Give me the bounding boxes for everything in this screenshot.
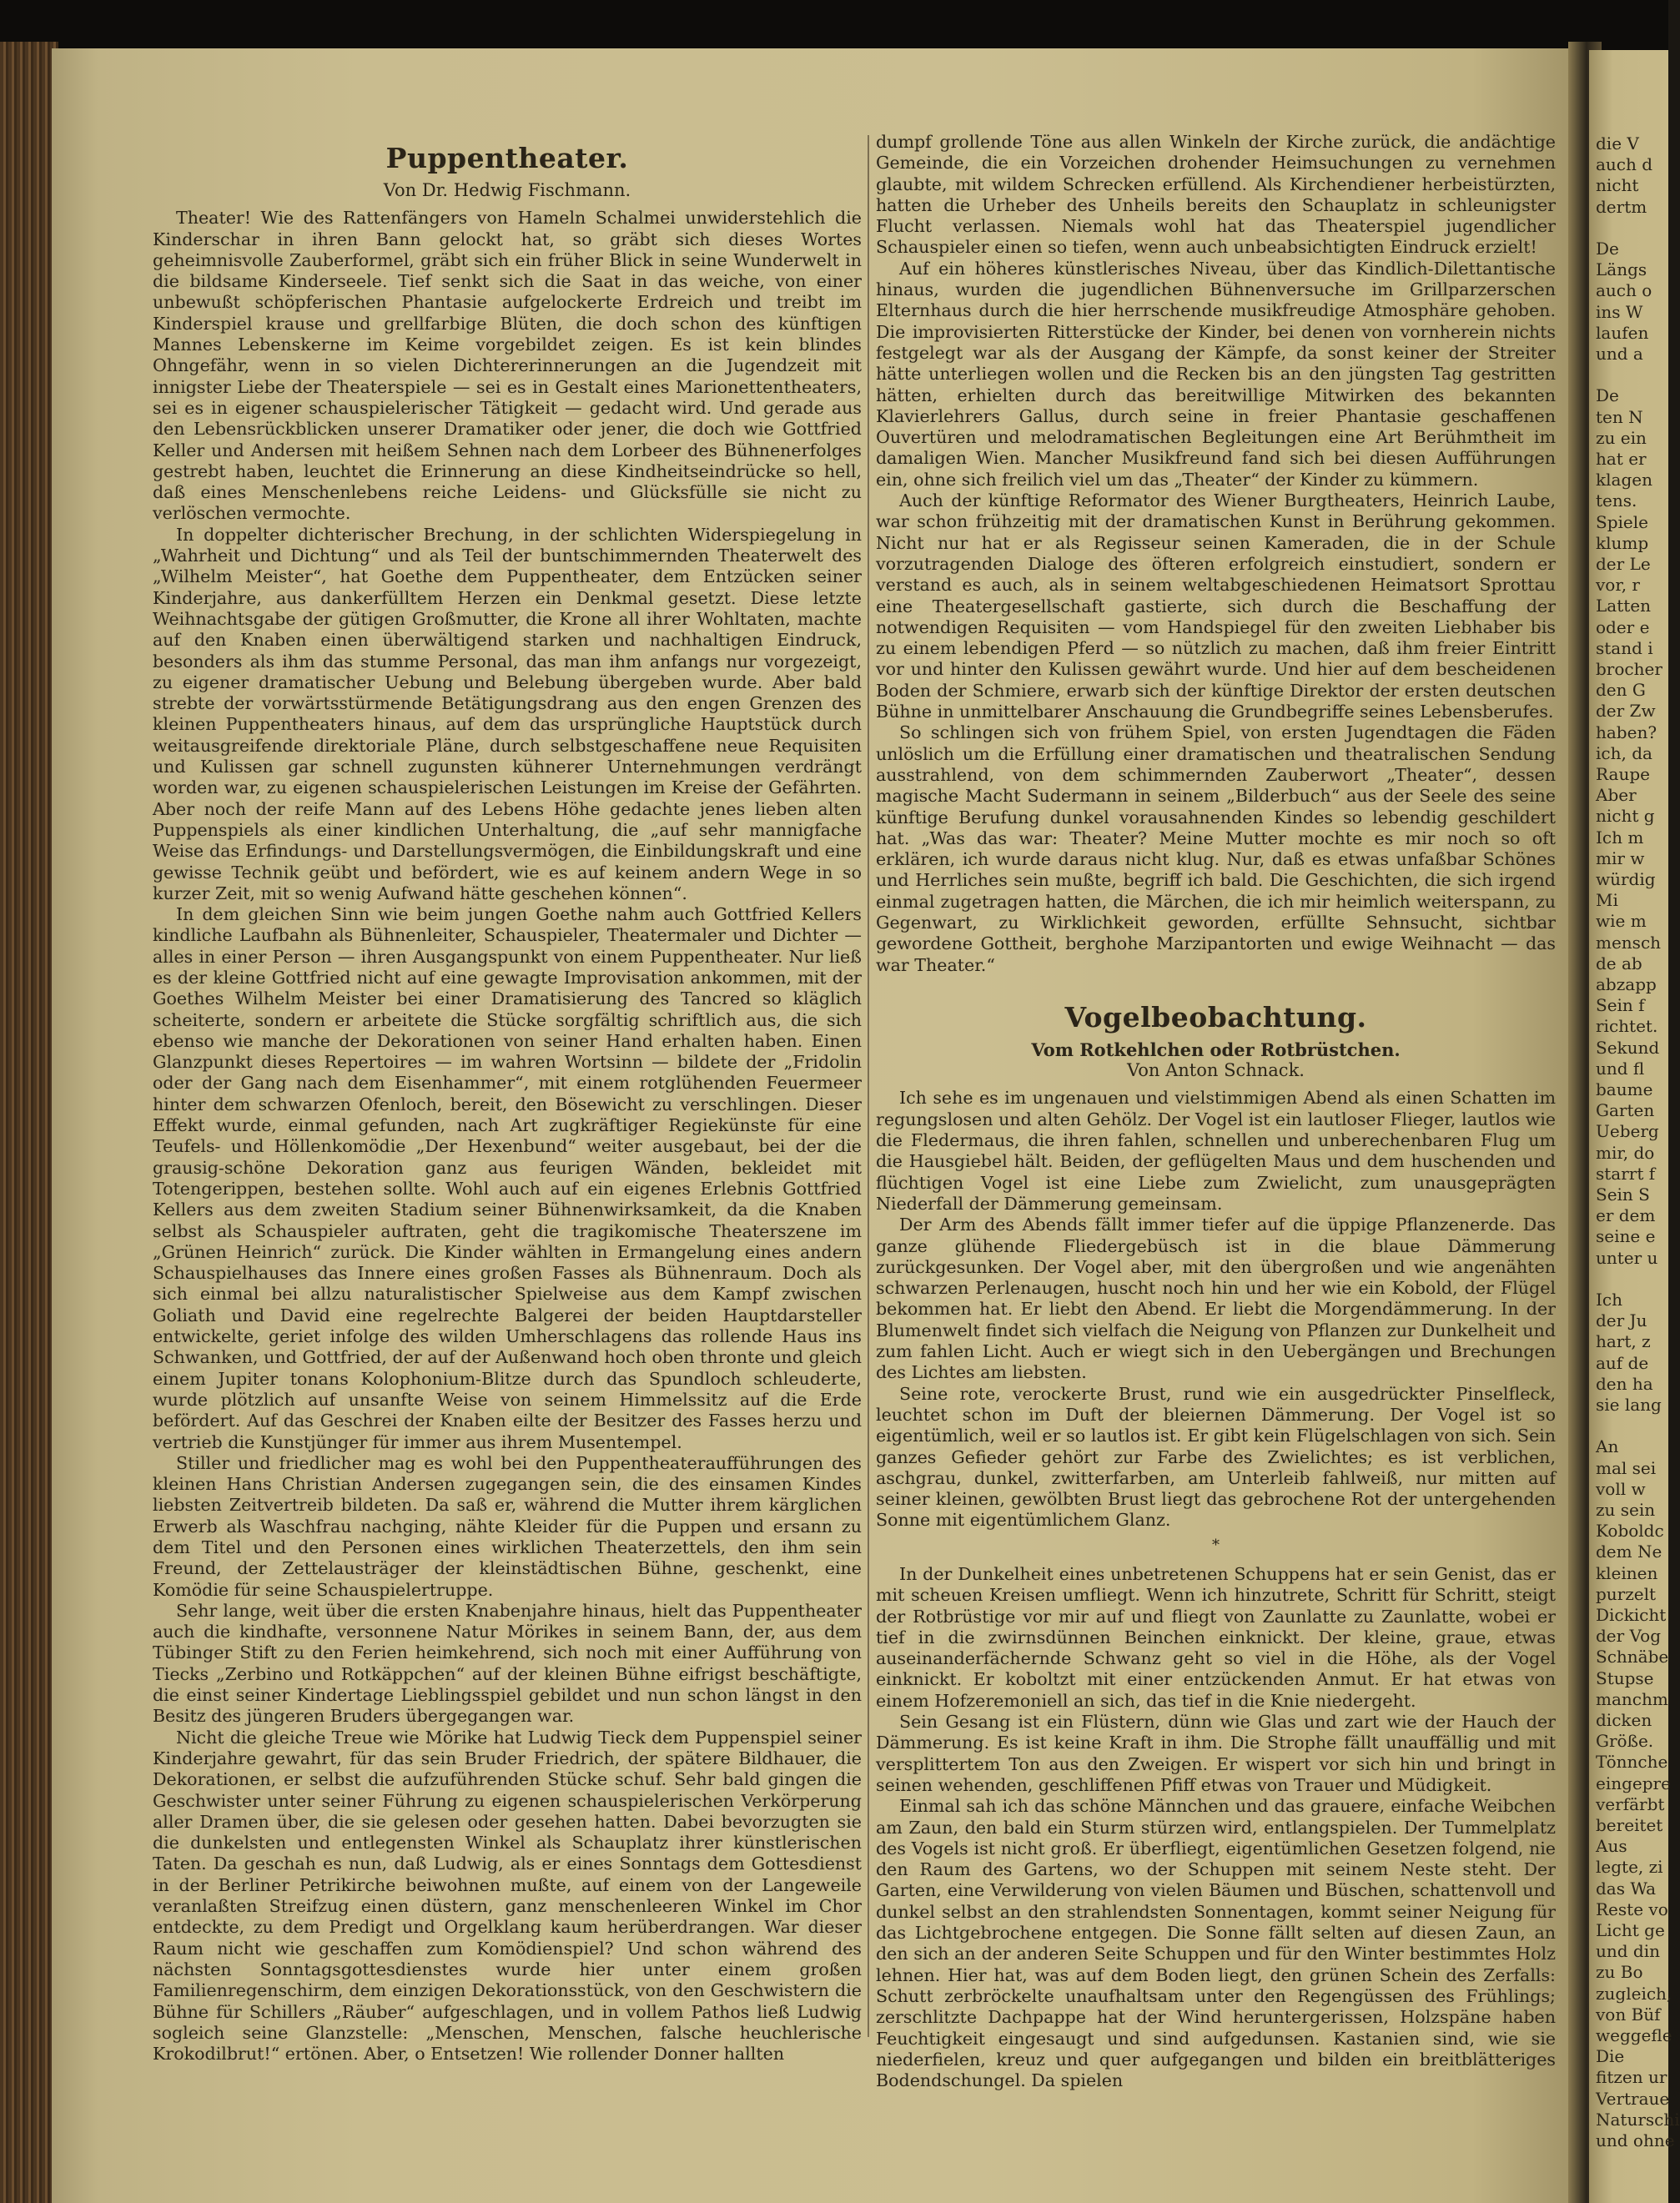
article-title-vogelbeobachtung: Vogelbeobachtung. bbox=[1064, 1000, 1367, 1034]
fragment-line: de ab bbox=[1596, 953, 1642, 973]
paragraph: In doppelter dichterischer Brechung, in der schlichten Widerspiegelung in „Wahrheit und Dichtung“ und als Teil der buntschimmernden Theaterwelt des „Wilhelm Meister“, hat Goethe dem Puppentheater, dem Entzücken seiner Kinderjahre, aus dankerfülltem Herzen ein Denkmal gesetzt. Diese letzte Weihnachtsgabe der gütigen Großmutter, die Krone all ihrer Wohltaten, machte auf den Knaben einen überwältigend starken und nachhaltigen Eindruck, besonders als ihm das stumme Personal, das man ihm anfangs nur vorgezeigt, zu eigener dramatischer Uebung und Belebung übergeben wurde. Aber bald strebte der vorwärtsstürmende Betätigungsdrang aus den engen Grenzen des kleinen Puppentheaters hinaus, auf dem das ursprüngliche Hauptstück durch weitausgreifende direktoriale Pläne, durch selbstgeschaffene neue Requisiten und Kulissen gar schnell zugunsten kühnerer Unternehmungen verdrängt worden war, zu eigenen schauspielerischen Leistungen im Kreise der Gefährten. Aber noch der reife Mann auf des Lebens Höhe gedachte jenes lieben alten Puppenspiels als einer kindlichen Unterhaltung, die „auf sehr mannigfache Weise das Erfindungs- und Darstellungsvermögen, die Einbildungskraft und eine gewisse Technik geübt und befördert, wie es auf keinem andern Wege in so kurzer Zeit, mit so wenig Aufwand hätte geschehen können“. bbox=[153, 524, 862, 903]
fragment-line: purzelt bbox=[1596, 1583, 1657, 1604]
fragment-line: baume bbox=[1596, 1079, 1653, 1099]
fragment-line: auch o bbox=[1596, 280, 1652, 301]
paragraph: Seine rote, verockerte Brust, rund wie ein ausgedrückter Pinselfleck, leuchtet schon im Duft der bleiernen Dämmerung. Der Vogel ist so eigentümlich, weil er so lautlos ist. Er gibt kein Flügelschlagen von sich. Sein ganzes Gefieder gehört zur Farbe des Zwielichtes; es ist verblichen, aschgrau, dunkel, zwitterfarben, am Unterleib fahlweiß, nur mitten auf seiner kleinen, gewölbten Brust liegt das gebrochene Rot der untergehenden Sonne mit eigentümlichem Glanz. bbox=[876, 1383, 1556, 1531]
fragment-line: manchm bbox=[1596, 1688, 1668, 1709]
fragment-line: zu Bo bbox=[1596, 1962, 1643, 1983]
paragraph: Stiller und friedlicher mag es wohl bei den Puppentheateraufführungen des kleinen Hans Christian Andersen zugegangen sein, die des einsamen Kindes liebsten Zeitvertreib bildeten. Da saß er, während die Mutter ihrem kärglichen Erwerb als Waschfrau nachging, nähte Kleider für die Puppen und ersann zu dem Titel und den Personen eines wirklichen Theaterzettels, den ihm sein Freund, der Zettelausträger der kleinstädtischen Bühne, geschenkt, eine Komödie für seine Schauspielertruppe. bbox=[153, 1452, 862, 1600]
fragment-line: starrt f bbox=[1596, 1163, 1656, 1184]
fragment-line: der Vog bbox=[1596, 1626, 1662, 1647]
fragment-line: er dem bbox=[1596, 1205, 1656, 1226]
fragment-line: Naturschi bbox=[1596, 2109, 1680, 2130]
fragment-line: der Zw bbox=[1596, 701, 1656, 722]
paragraph: In der Dunkelheit eines unbetretenen Schuppens hat er sein Genist, das er mit scheuen Kreisen umfliegt. Wenn ich hinzutrete, Schritt für Schritt, steigt der Rotbrüstige vor mir auf und fliegt von Zaunlatte zu Zaunlatte, wobei er tief in die zwirnsdünnen Beinchen einknickt. Der kleine, graue, etwas auseinanderfächernde Schwanz geht so viel in die Höhe, als der Vogel einknickt. Er koboltzt mit einer entzückenden Anmut. Er hat etwas von einem Hofzeremoniell an sich, das tief in die Knie niedergeht. bbox=[876, 1564, 1556, 1711]
fragment-line: ins W bbox=[1596, 301, 1643, 322]
fragment-line: Latten bbox=[1596, 596, 1651, 616]
fragment-line: wie m bbox=[1596, 911, 1647, 932]
fragment-line: abzapp bbox=[1596, 974, 1657, 994]
fragment-line: Spiele bbox=[1596, 511, 1648, 532]
fragment-line: legte, zi bbox=[1596, 1857, 1663, 1878]
paragraph: Nicht die gleiche Treue wie Mörike hat Ludwig Tieck dem Puppenspiel seiner Kinderjahre gewahrt, für das sein Bruder Friedrich, der spätere Bildhauer, die Dekorationen, er selbst die aufzuführenden Stücke schuf. Sehr bald gingen die Geschwister unter seiner Führung zu eigenen schauspielerischen Verkörperung aller Dramen über, die sie gelesen oder gesehen hatten. Dabei bevorzugten sie die dunkelsten und entlegensten Winkel als Schauplatz ihrer künstlerischen Taten. Da geschah es nun, daß Ludwig, als er eines Sonntags dem Gottesdienst in der Berliner Petrikirche beiwohnen mußte, auf einem von der Langeweile veranlaßten Streifzug einen düstern, ganz menschenleeren Winkel im Chor entdeckte, zu dem Predigt und Orgelklang kaum herüberdrangen. War dieser Raum nicht wie geschaffen zum Komödienspiel? Und schon während des nächsten Sonntagsgottesdienstes wurde hier unter einem großen Familienregenschirm, dem einzigen Dekorationsstück, von den Geschwistern die Bühne für Schillers „Räuber“ aufgeschlagen, und in vollem Pathos ließ Ludwig sogleich seine Glanzstelle: „Menschen, Menschen, falsche heuchlerische Krokodilbrut!“ ertönen. Aber, o Entsetzen! Wie rollender Donner hallten bbox=[153, 1727, 862, 2065]
fragment-line: laufen bbox=[1596, 322, 1649, 343]
fragment-line: der Le bbox=[1596, 554, 1651, 574]
fragment-line: eingepre bbox=[1596, 1773, 1671, 1793]
fragment-line: Ueberg bbox=[1596, 1121, 1659, 1142]
adjacent-page-fragment bbox=[1589, 50, 1680, 2203]
fragment-line: Größe. bbox=[1596, 1731, 1654, 1752]
fragment-line: voll w bbox=[1596, 1478, 1646, 1499]
fragment-line: Reste vo bbox=[1596, 1899, 1668, 1919]
fragment-line: Dickicht bbox=[1596, 1605, 1667, 1625]
fragment-line: Tönnche bbox=[1596, 1752, 1668, 1773]
fragment-line: stand i bbox=[1596, 637, 1653, 658]
fragment-line: Ich bbox=[1596, 1290, 1622, 1310]
paragraph: Auf ein höheres künstlerisches Niveau, über das Kindlich-Dilettantische hinaus, wurden die jugendlichen Bühnenversuche im Grillparzerschen Elternhaus durch die hier herrschende musikfreudige Atmosphäre gehoben. Die improvisierten Ritterstücke der Kinder, bei denen von vornherein nichts festgelegt war als der Ausgang der Kämpfe, da sonst keiner der Streiter hätte unterliegen wollen und die Recken bis an den jüngsten Tag gestritten hätten, erhielten durch das bereitwillige Mitwirken des bekannten Klavierlehrers Gallus, durch seine in freier Phantasie geschaffenen Ouvertüren und melodramatischen Begleitungen eine Art Berühmtheit im damaligen Wien. Mancher Musikfreund fand sich bei diesen Aufführungen ein, ohne sich freilich viel um das „Theater“ der Kinder zu kümmern. bbox=[876, 258, 1556, 490]
article-byline-puppentheater: Von Dr. Hedwig Fischmann. bbox=[383, 180, 631, 200]
fragment-line: mir w bbox=[1596, 848, 1645, 868]
fragment-line: Garten bbox=[1596, 1100, 1655, 1121]
fragment-line: der Ju bbox=[1596, 1310, 1647, 1331]
fragment-line: das Wa bbox=[1596, 1878, 1657, 1899]
fragment-line: Ich m bbox=[1596, 827, 1644, 848]
fragment-line: und a bbox=[1596, 344, 1643, 364]
fragment-line: und ohne bbox=[1596, 2130, 1675, 2150]
paragraph: Sehr lange, weit über die ersten Knabenjahre hinaus, hielt das Puppentheater auch die kindhafte, versonnene Natur Mörikes in seinem Bann, der, aus dem Tübinger Stift zu den Ferien heimkehrend, sich noch mit einer Aufführung von Tiecks „Zerbino und Rotkäppchen“ auf der kleinen Bühne eifrigst beschäftigte, die einst seiner Kindertage Lieblingsspiel gebildet und nun schon längst in den Besitz des jüngeren Bruders übergegangen war. bbox=[153, 1600, 862, 1727]
fragment-line: ten N bbox=[1596, 406, 1643, 427]
fragment-line: Vertraue bbox=[1596, 2088, 1670, 2109]
paragraph: In dem gleichen Sinn wie beim jungen Goethe nahm auch Gottfried Kellers kindliche Laufbahn als Bühnenleiter, Schauspieler, Theatermaler und Dichter — alles in einer Person — ihren Ausgangspunkt von einem Puppentheater. Nur ließ es der kleine Gottfried nicht auf eine gewagte Improvisation ankommen, mit der Goethes Wilhelm Meister bei einer Dramatisierung des Tancred so kläglich scheiterte, sondern er arbeitete die Stücke sorgfältig schriftlich aus, die sich ebenso wie manche der Dekorationen von seiner Hand erhalten haben. Einen Glanzpunkt dieses Repertoires — im wahren Wortsinn — bildete der „Fridolin oder der Gang nach dem Eisenhammer“, mit einem rotglühenden Feuermeer hinter dem schwarzen Ofenloch, bereit, den Bösewicht zu verschlingen. Dieser Effekt wurde, einmal gefunden, nach Art zugkräftiger Regiekünste für eine Teufels- und Höllenkomödie „Der Hexenbund“ weiter ausgebaut, bei der die grausig-schöne Dekoration ganz aus feurigen Wänden, bekleidet mit Totengerippen, bestehen sollte. Wohl auch auf ein eigenes Erlebnis Gottfried Kellers aus dem zweiten Stadium seiner Bühnenwirksamkeit, da die Knaben selbst als Schauspieler auftraten, geht die tragikomische Theaterszene im „Grünen Heinrich“ zurück. Die Kinder wählten in Ermangelung eines andern Schauspielhauses das Innere eines großen Fasses als Bühnenraum. Doch als sich einmal bei allzu naturalistischer Spielweise aus dem Kampf zwischen Goliath und David eine regelrechte Balgerei der beiden Hauptdarsteller entwickelte, geriet infolge des wilden Umherschlagens das rollende Haus ins Schwanken, und Gottfried, der auf der Außenwand hoch oben thronte und gleich einem Jupiter tonans Kolophonium-Blitze durch das Spundloch schleuderte, wurde plötzlich auf unsanfte Weise von seinem Himmelssitz auf die Erde befördert. Auf das Geschrei der Knaben eilte der Besitzer des Fasses herzu und vertrieb die Kunstjünger für immer aus ihrem Musentempel. bbox=[153, 904, 862, 1452]
article-title-puppentheater: Puppentheater. bbox=[385, 142, 629, 174]
fragment-line: Die bbox=[1596, 2046, 1625, 2067]
fragment-line: mal sei bbox=[1596, 1457, 1657, 1478]
fragment-line: den G bbox=[1596, 680, 1646, 701]
fragment-line: Raupe bbox=[1596, 764, 1650, 784]
paragraph: dumpf grollende Töne aus allen Winkeln der Kirche zurück, die andächtige Gemeinde, die ein Vorzeichen drohender Heimsuchungen zu vernehmen glaubte, mit wildem Schrecken erfüllend. Als Kirchendiener herbeistürzten, hatten die Urheber des Unheils bereits den Schauplatz in schleunigster Flucht verlassen. Niemals wohl hat das Theaterspiel jugendlicher Schauspieler einen so tiefen, wenn auch unbeabsichtigten Eindruck erzielt! bbox=[876, 132, 1556, 258]
fragment-line: tens. bbox=[1596, 490, 1637, 511]
fragment-line: Schnäbe bbox=[1596, 1647, 1669, 1667]
fragment-line: seine e bbox=[1596, 1226, 1656, 1247]
fragment-line: Mi bbox=[1596, 890, 1618, 911]
fragment-line: ich, da bbox=[1596, 742, 1652, 763]
paragraph: Auch der künftige Reformator des Wiener Burgtheaters, Heinrich Laube, war schon frühzeitig mit der dramatischen Kunst in Berührung gekommen. Nicht nur hat er als Regisseur seinen Kameraden, die in der Schule vorzutragenden Dialoge des öfteren erfolgreich einstudiert, sondern er verstand es auch, als in seinem weltabgeschiedenen Heimatsort Sprottau eine Theatergesellschaft gastierte, sich durch die Beschaffung der notwendigen Requisiten — vom Handspiegel für den zweiten Liebhaber bis zu einem lebendigen Pferd — so nützlich zu machen, daß ihm freier Eintritt vor und hinter den Kulissen gewährt wurde. Und hier auf dem bescheidenen Boden der Schmiere, erwarb sich der künftige Direktor der ersten deutschen Bühne in unmittelbarer Anschauung die Grundbegriffe seines Lebensberufes. bbox=[876, 490, 1556, 722]
fragment-line: Koboldc bbox=[1596, 1521, 1664, 1542]
fragment-line: vor, r bbox=[1596, 575, 1640, 596]
column-left bbox=[153, 142, 862, 2065]
fragment-line: mensch bbox=[1596, 932, 1662, 953]
fragment-line: zu sein bbox=[1596, 1500, 1656, 1520]
paragraph: So schlingen sich von frühem Spiel, von ersten Jugendtagen die Fäden unlöslich um die Erfüllung einer dramatischen und theatralischen Sendung ausstrahlend, von dem schimmernden Zauberwort „Theater“, dessen magische Macht Sudermann in seinem „Bilderbuch“ aus der Seele des seine künftige Berufung dunkel vorausahnenden Kindes so lebendig geschildert hat. „Was das war: Theater? Meine Mutter mochte es mir noch so oft erklären, ich wurde daraus nicht klug. Nur, daß es etwas unfaßbar Schönes und Herrliches sein mußte, begriff ich bald. Die Geschichten, die sich irgend einmal zugetragen hatten, die Märchen, die ich mir heimlich weiterspann, zu Gegenwart, zu Wirklichkeit geworden, erfüllte Sehnsucht, sichtbar gewordene Gottheit, berghohe Marzipantorten und ewige Weihnacht — das war Theater.“ bbox=[876, 722, 1556, 975]
fragment-line: Sein f bbox=[1596, 995, 1645, 1016]
fragment-line: hart, z bbox=[1596, 1331, 1651, 1352]
fragment-line: oder e bbox=[1596, 616, 1650, 637]
article-byline-vogelbeobachtung: Von Anton Schnack. bbox=[1127, 1060, 1305, 1081]
paragraph: Ich sehe es im ungenauen und vielstimmigen Abend als einen Schatten im regungslosen und alten Gehölz. Der Vogel ist ein lautloser Flieger, lautlos wie die Fledermaus, die ihren fahlen, schnellen und unberechenbaren Flug um die Hausgiebel hält. Beiden, der geflügelten Maus und dem huschenden und flüchtigen Vogel ist eine Liebe zum Zwielicht, zum unausgeprägten Niederfall der Dämmerung gemeinsam. bbox=[876, 1088, 1556, 1214]
paragraph: Theater! Wie des Rattenfängers von Hameln Schalmei unwiderstehlich die Kinderschar in ihren Bann gelockt hat, so gräbt sich dieses Wortes geheimnisvolle Zauberformel, gräbt sich ein früher Blick in seine Wunderwelt in die bildsame Kinderseele. Tief senkt sich die Saat in das weiche, von einer unbewußt schöpferischen Phantasie aufgelockerte Erdreich und treibt im Kinderspiel krause und grellfarbige Blüten, die doch schon des künftigen Mannes Lebenskerne im Keime vorgebildet zeigen. Es ist kein blindes Ohngefähr, wenn in so vielen Dichtererinnerungen an die Jugendzeit mit innigster Liebe der Theaterspiele — sei es in Gestalt eines Marionettentheaters, sei es in eigener schauspielerischer Tätigkeit — gedacht wird. Und gerade aus den Lebensrückblicken unserer Dramatiker oder jener, die doch wie Gottfried Keller und Andersen mit heißem Sehnen nach dem Lorbeer des Bühnenerfolges gestrebt haben, leuchtet die Erinnerung an diese Kindheitseindrücke so hell, daß eines Menschenlebens reiche Leidens- und Glücksfülle sie nicht zu verlöschen vermochte. bbox=[153, 208, 862, 524]
fragment-line: De bbox=[1596, 239, 1619, 259]
fragment-line: Längs bbox=[1596, 259, 1647, 280]
fragment-line: klagen bbox=[1596, 470, 1652, 490]
paragraph: Einmal sah ich das schöne Männchen und das grauere, einfache Weibchen am Zaun, den bald ein Sturm stürzen wird, entlangspielen. Der Tummelplatz des Vogels ist nicht groß. Er überfliegt, eigentümlichen Gesetzen folgend, nie den Raum des Gartens, wo der Schuppen mit seinem Neste steht. Der Garten, eine Verwilderung von vielen Bäumen und Büschen, schattenvoll und dunkel selbst an den strahlendsten Sonnentagen, kommt seiner Neigung für das Lichtgebrochene entgegen. Die Sonne fällt selten auf diesen Zaun, an den sich an der anderen Seite Schuppen und für den Winter bestimmtes Holz lehnen. Hier hat, was auf dem Boden liegt, den grünen Schein des Zerfalls: Schutt zerbröckelte unaufhaltsam unter den Regengüssen des Frühlings; zerschlitzte Dachpappe hat der Wind heruntergerissen, Holzspäne haben Feuchtigkeit eingesaugt und sind aufgedunsen. Kastanien sind, wie sie niederfielen, kreuz und quer aufgegangen und bilden ein breitblätteriges Bodendschungel. Da spielen bbox=[876, 1796, 1556, 2091]
fragment-line: Sekund bbox=[1596, 1037, 1660, 1058]
fragment-line: und din bbox=[1596, 1941, 1661, 1962]
fragment-line: De bbox=[1596, 385, 1619, 406]
fragment-line: sie lang bbox=[1596, 1395, 1662, 1415]
column-right bbox=[876, 132, 1556, 2091]
fragment-line: dicken bbox=[1596, 1710, 1652, 1730]
fragment-line: Stupse bbox=[1596, 1667, 1654, 1688]
fragment-line: dertm bbox=[1596, 196, 1647, 217]
fragment-line: klump bbox=[1596, 532, 1649, 553]
fragment-line: Sein S bbox=[1596, 1184, 1650, 1205]
fragment-line: haben? bbox=[1596, 722, 1657, 742]
fragment-line: von Büf bbox=[1596, 2004, 1661, 2024]
fragment-line: kleinen bbox=[1596, 1562, 1658, 1583]
paragraph: Der Arm des Abends fällt immer tiefer auf die üppige Pflanzenerde. Das ganze glühende Fliedergebüsch ist in die blaue Dämmerung zurückgesunken. Der Vogel aber, mit den übergroßen und wie angenähten schwarzen Perlenaugen, huscht noch hin und her wie ein Kobold, der Flügel bekommen hat. Er liebt den Abend. Er liebt die Morgendämmerung. In der Blumenwelt findet sich vielfach die Neigung von Pflanzen zur Dunkelheit und zum fahlen Licht. Auch er wiegt sich in den Uebergängen und Brechungen des Lichtes am liebsten. bbox=[876, 1215, 1556, 1383]
fragment-line: richtet. bbox=[1596, 1016, 1658, 1037]
fragment-line: nicht g bbox=[1596, 806, 1655, 827]
fragment-line: dem Ne bbox=[1596, 1542, 1662, 1562]
fragment-line: mir, do bbox=[1596, 1142, 1655, 1163]
fragment-line: auf de bbox=[1596, 1352, 1649, 1373]
fragment-line: zugleich, bbox=[1596, 1983, 1672, 2004]
book-spine-edge bbox=[0, 42, 58, 2203]
fragment-line: auch d bbox=[1596, 154, 1653, 175]
fragment-line: und fl bbox=[1596, 1058, 1645, 1079]
fragment-line: nicht bbox=[1596, 175, 1639, 196]
fragment-line: unter u bbox=[1596, 1247, 1658, 1268]
fragment-line: Licht ge bbox=[1596, 1920, 1665, 1940]
fragment-line: fitzen ur bbox=[1596, 2067, 1667, 2088]
fragment-line: An bbox=[1596, 1436, 1619, 1457]
fragment-line: die V bbox=[1596, 133, 1639, 153]
paragraph: Sein Gesang ist ein Flüstern, dünn wie Glas und zart wie der Hauch der Dämmerung. Es ist keine Kraft in ihm. Die Strophe fällt unauffällig und mit versplittertem Ton aus den Zweigen. Er wispert vor sich hin und bringt in seinen wehenden, geschliffenen Pfiff etwas von Trauer und Müdigkeit. bbox=[876, 1712, 1556, 1795]
fragment-line: den ha bbox=[1596, 1373, 1653, 1394]
fragment-line: hat er bbox=[1596, 449, 1647, 469]
fragment-line: zu ein bbox=[1596, 427, 1647, 448]
fragment-line: verfärbt bbox=[1596, 1793, 1665, 1814]
fragment-line: Aber bbox=[1596, 785, 1637, 806]
article-subtitle: Vom Rotkehlchen oder Rotbrüstchen. bbox=[1031, 1039, 1401, 1060]
fragment-line: bereitet bbox=[1596, 1815, 1663, 1835]
fragment-line: Aus bbox=[1596, 1836, 1627, 1857]
fragment-line: brocher bbox=[1596, 659, 1662, 679]
fragment-line: würdig bbox=[1596, 869, 1656, 889]
section-separator: * bbox=[1212, 1536, 1220, 1554]
column-divider bbox=[868, 135, 869, 2037]
fragment-line: weggefle bbox=[1596, 2025, 1672, 2045]
